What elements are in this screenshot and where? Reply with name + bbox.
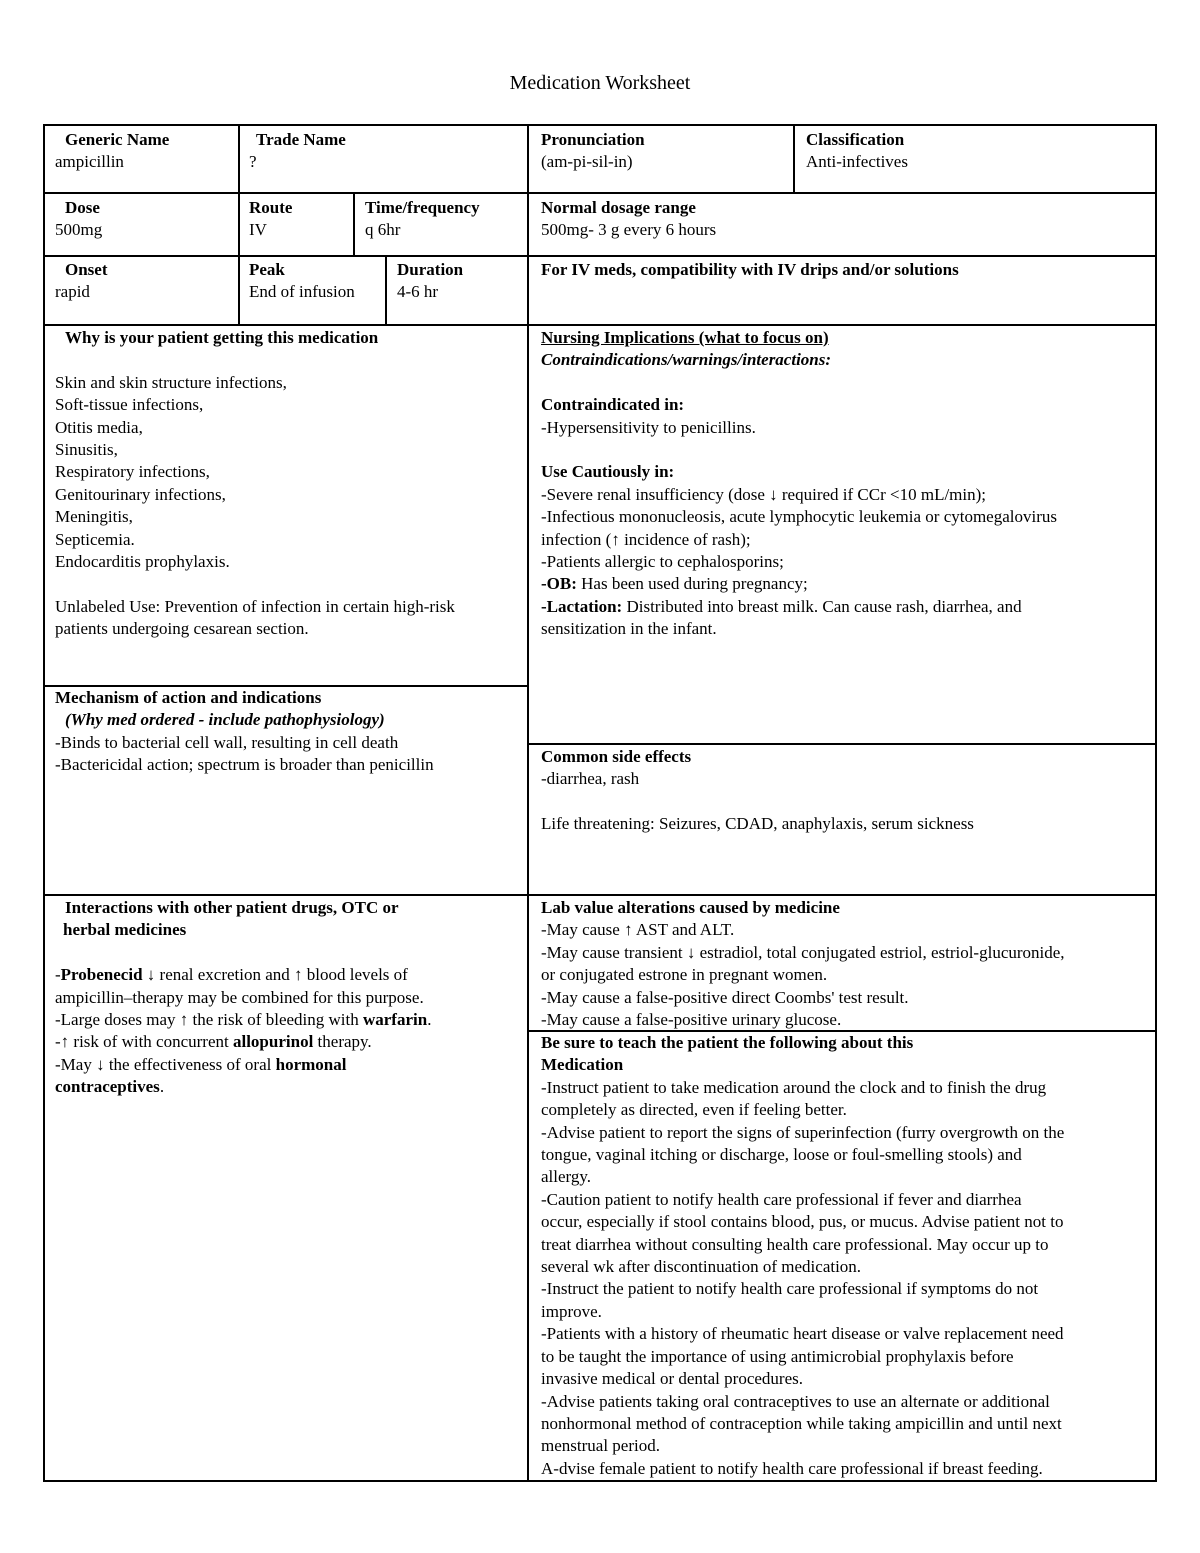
interaction-line: ampicillin–therapy may be combined for this purpose. (55, 987, 424, 1007)
why-label: Why is your patient getting this medication (65, 328, 379, 347)
contraindicated-label: Contraindicated in: (541, 395, 685, 415)
pronunciation-label: Pronunciation (541, 130, 645, 149)
generic-name-value: ampicillin (55, 152, 124, 172)
indication-item: Skin and skin structure infections, (55, 372, 287, 392)
teaching-label: Be sure to teach the patient the following about this (541, 1033, 914, 1052)
indication-item: Septicemia. (55, 529, 135, 549)
dosage-range-cell (527, 192, 1157, 257)
lab-values-cell (527, 894, 1157, 1032)
indication-item: Genitourinary infections, (55, 484, 226, 504)
drug-name: warfarin (362, 1010, 428, 1030)
trade-name-value: ? (249, 152, 257, 172)
teaching-line: menstrual period. (541, 1436, 660, 1456)
peak-label: Peak (249, 260, 285, 279)
interaction-line (55, 964, 431, 986)
drug-name: allopurinol (232, 1032, 314, 1052)
classification-label: Classification (806, 130, 905, 149)
interaction-line (55, 1009, 431, 1031)
indication-item: Respiratory infections, (55, 462, 210, 482)
mechanism-sublabel: (Why med ordered - include pathophysiology) (65, 710, 385, 730)
trade-name-cell (238, 124, 529, 194)
onset-value: rapid (55, 282, 90, 302)
unlabeled-use: patients undergoing cesarean section. (55, 619, 309, 639)
generic-name-label: Generic Name (65, 130, 170, 149)
teaching-line: to be taught the importance of using antimicrobial prophylaxis before (541, 1346, 1014, 1366)
page-title: Medication Worksheet (509, 72, 691, 94)
interaction-text: ↓ renal excretion and ↑ blood levels of (142, 965, 408, 985)
caution-line: -Patients allergic to cephalosporins; (541, 552, 784, 572)
dosage-range-value: 500mg- 3 g every 6 hours (541, 220, 717, 240)
teaching-line: -Caution patient to notify health care professional if fever and diarrhea (541, 1189, 1022, 1209)
side-effect-line: -diarrhea, rash (541, 769, 640, 789)
duration-value: 4-6 hr (397, 282, 439, 302)
interaction-text: therapy. (313, 1032, 372, 1052)
teaching-line: occur, especially if stool contains blood, pus, or mucus. Advise patient not to (541, 1212, 1064, 1232)
teaching-cell (527, 1030, 1157, 1482)
teaching-line: tongue, vaginal itching or discharge, loose or foul-smelling stools) and (541, 1145, 1022, 1165)
iv-compatibility-cell (527, 255, 1157, 326)
lab-line: -May cause a false-positive urinary glucose. (541, 1010, 842, 1030)
lab-line: or conjugated estrone in pregnant women. (541, 965, 828, 985)
route-cell (238, 192, 355, 257)
mechanism-line: -Bactericidal action; spectrum is broader than penicillin (55, 755, 434, 775)
lab-line: -May cause ↑ AST and ALT. (541, 920, 735, 940)
dose-cell (43, 192, 240, 257)
mechanism-cell (43, 685, 529, 896)
indication-item: Soft-tissue infections, (55, 395, 204, 415)
teaching-line: completely as directed, even if feeling better. (541, 1100, 847, 1120)
pronunciation-cell (527, 124, 795, 194)
peak-cell (238, 255, 387, 326)
onset-label: Onset (65, 260, 108, 279)
lab-line: -May cause a false-positive direct Coombs' test result. (541, 987, 909, 1007)
drug-name: Probenecid (60, 965, 143, 985)
period: . (427, 1010, 432, 1030)
interaction-line (55, 1031, 431, 1053)
dosage-range-label: Normal dosage range (541, 198, 696, 217)
indication-item: Otitis media, (55, 417, 143, 437)
caution-line: infection (↑ incidence of rash); (541, 529, 751, 549)
lactation-label: -Lactation: (541, 596, 623, 616)
onset-cell (43, 255, 240, 326)
unlabeled-use: Unlabeled Use: Prevention of infection in certain high-risk (55, 596, 455, 616)
teaching-label-2: Medication (541, 1055, 624, 1075)
why-cell (43, 324, 529, 687)
drug-name: hormonal (275, 1054, 347, 1074)
lactation-line (541, 596, 1057, 618)
lactation-text: Distributed into breast milk. Can cause rash, diarrhea, and (622, 596, 1022, 616)
contraindication-line: -Hypersensitivity to penicillins. (541, 417, 756, 437)
time-frequency-value: q 6hr (365, 220, 401, 240)
teaching-line: -Advise patient to report the signs of superinfection (furry overgrowth on the (541, 1122, 1065, 1142)
caution-label: Use Cautiously in: (541, 462, 675, 482)
duration-label: Duration (397, 260, 464, 279)
ob-text: Has been used during pregnancy; (576, 574, 808, 594)
teaching-line: several wk after discontinuation of medication. (541, 1257, 862, 1277)
ob-label: -OB: (541, 574, 577, 594)
side-effects-label: Common side effects (541, 747, 692, 766)
teaching-line: nonhormonal method of contraception while taking ampicillin and until next (541, 1413, 1062, 1433)
interactions-cell (43, 894, 529, 1482)
interaction-text: -Large doses may ↑ the risk of bleeding with (55, 1010, 363, 1030)
lactation-line-2: sensitization in the infant. (541, 619, 717, 639)
side-effects-cell (527, 743, 1157, 896)
teaching-line: allergy. (541, 1167, 592, 1187)
duration-cell (385, 255, 529, 326)
interactions-label-2: herbal medicines (63, 920, 187, 940)
drug-name: contraceptives (55, 1077, 160, 1097)
dose-value: 500mg (55, 220, 103, 240)
teaching-line: invasive medical or dental procedures. (541, 1369, 803, 1389)
teaching-line: improve. (541, 1301, 602, 1321)
teaching-line: treat diarrhea without consulting health care professional. May occur up to (541, 1234, 1049, 1254)
teaching-line: -Advise patients taking oral contraceptives to use an alternate or additional (541, 1391, 1050, 1411)
indication-item: Sinusitis, (55, 440, 118, 460)
caution-line: -Infectious mononucleosis, acute lymphocytic leukemia or cytomegalovirus (541, 507, 1057, 527)
classification-cell (793, 124, 1157, 194)
teaching-line: -Instruct the patient to notify health care professional if symptoms do not (541, 1279, 1039, 1299)
dash: - (55, 965, 61, 985)
indication-item: Meningitis, (55, 507, 133, 527)
nursing-label: Nursing Implications (what to focus on) (541, 328, 829, 347)
lab-line: -May cause transient ↓ estradiol, total conjugated estriol, estriol-glucuronide, (541, 942, 1065, 962)
teaching-line: -Instruct patient to take medication around the clock and to finish the drug (541, 1077, 1047, 1097)
nursing-sublabel: Contraindications/warnings/interactions: (541, 350, 832, 370)
interactions-label: Interactions with other patient drugs, OTC or (65, 898, 399, 917)
time-frequency-label: Time/frequency (365, 198, 480, 217)
teaching-line: -Patients with a history of rheumatic heart disease or valve replacement need (541, 1324, 1064, 1344)
route-label: Route (249, 198, 293, 217)
interaction-line (55, 1076, 431, 1098)
iv-compatibility-label: For IV meds, compatibility with IV drips and/or solutions (541, 260, 959, 279)
generic-name-cell (43, 124, 240, 194)
mechanism-line: -Binds to bacterial cell wall, resulting in cell death (55, 732, 399, 752)
trade-name-label: Trade Name (256, 130, 346, 149)
classification-value: Anti-infectives (806, 152, 908, 172)
mechanism-label: Mechanism of action and indications (55, 688, 322, 707)
dose-label: Dose (65, 198, 100, 217)
time-frequency-cell (353, 192, 529, 257)
interaction-line (55, 1054, 431, 1076)
pronunciation-value: (am-pi-sil-in) (541, 152, 633, 172)
period: . (159, 1077, 165, 1097)
ob-line (541, 573, 1057, 595)
lab-label: Lab value alterations caused by medicine (541, 898, 840, 917)
route-value: IV (249, 220, 267, 240)
interaction-text: -↑ risk of with concurrent (55, 1032, 233, 1052)
nursing-implications-cell (527, 324, 1157, 745)
interaction-text: -May ↓ the effectiveness of oral (55, 1054, 276, 1074)
teaching-line: A-dvise female patient to notify health care professional if breast feeding. (541, 1458, 1043, 1478)
peak-value: End of infusion (249, 282, 355, 302)
side-effect-line: Life threatening: Seizures, CDAD, anaphylaxis, serum sickness (541, 814, 974, 834)
indication-item: Endocarditis prophylaxis. (55, 552, 230, 572)
caution-line: -Severe renal insufficiency (dose ↓ required if CCr <10 mL/min); (541, 484, 987, 504)
